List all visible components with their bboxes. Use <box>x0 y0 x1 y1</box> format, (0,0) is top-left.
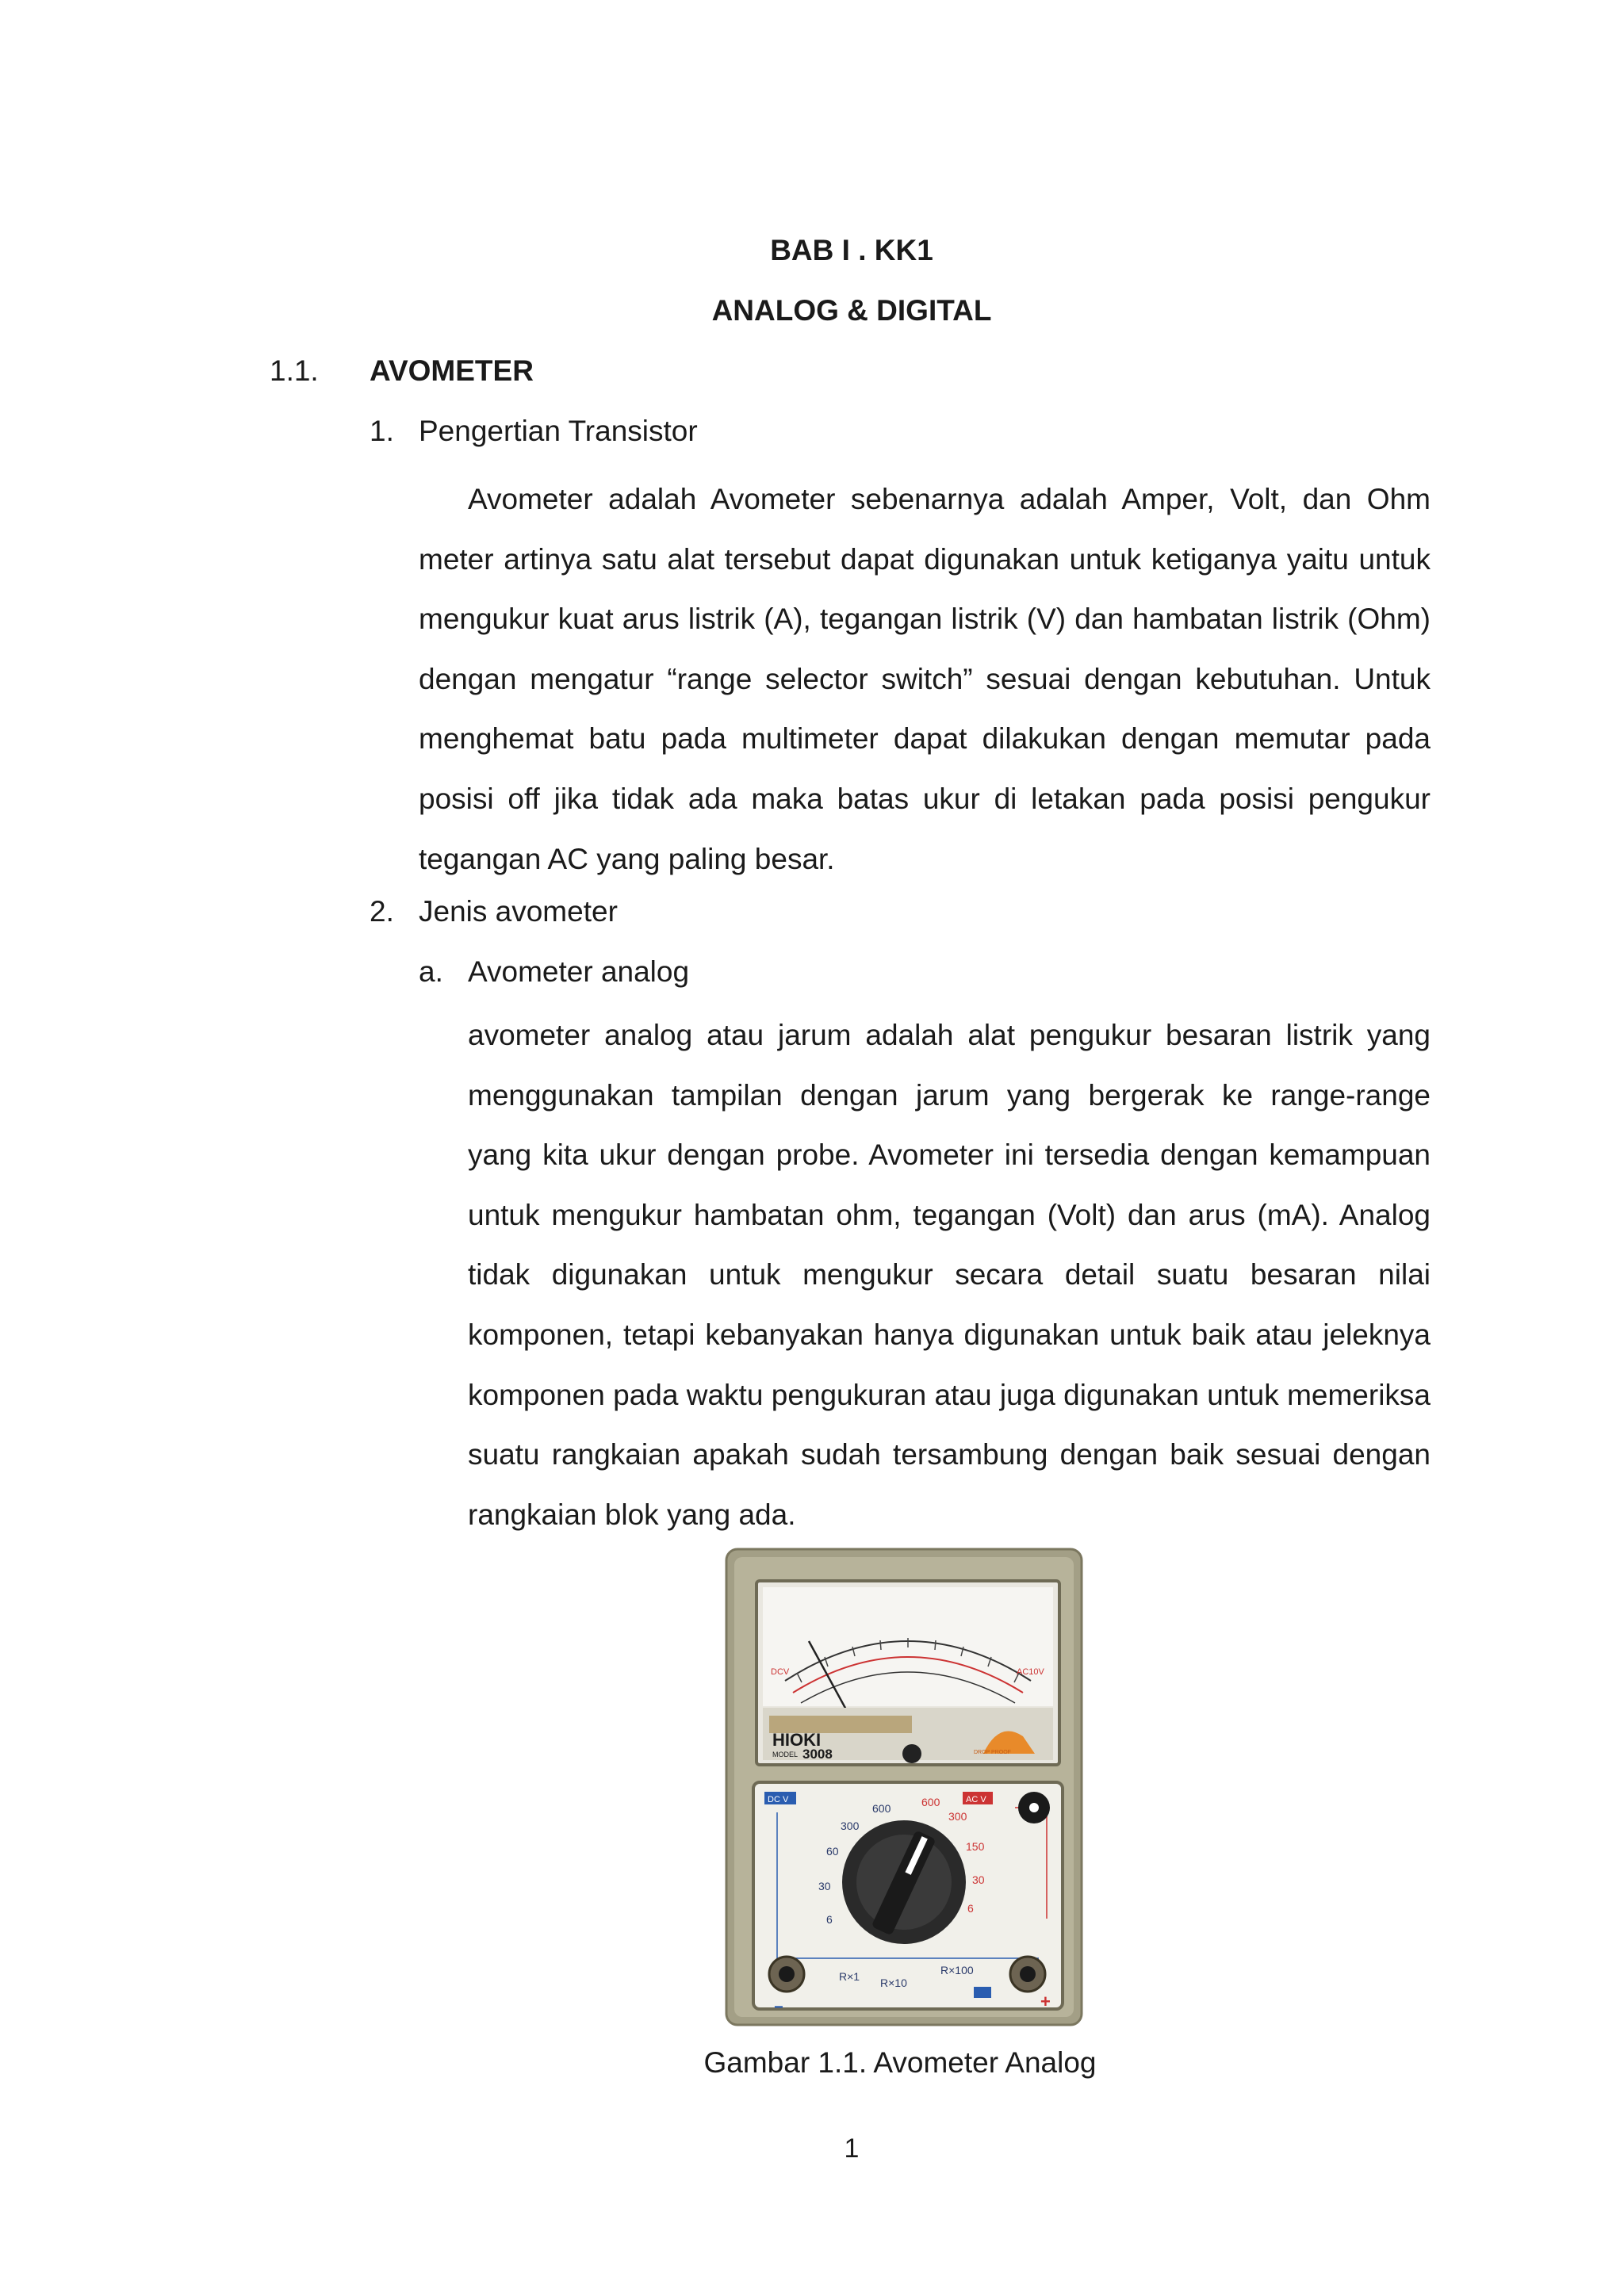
analog-multimeter-illustration <box>722 1546 1094 2030</box>
section-number: 1.1. <box>270 354 319 387</box>
avometer-figure <box>722 1546 1094 2030</box>
ohm-range-label: R×10 <box>880 1976 907 1989</box>
list-item-number: 1. <box>370 415 394 447</box>
acv-range-label: 150 <box>966 1840 985 1853</box>
ohm-range-label: R×1 <box>839 1970 860 1983</box>
dcv-range-label: 300 <box>841 1820 860 1832</box>
model-label: 3008 <box>802 1747 833 1762</box>
svg-text:+: + <box>1040 1992 1051 2011</box>
ohm-range-label: R×100 <box>940 1964 974 1976</box>
acv-range-label: 600 <box>921 1796 940 1808</box>
paragraph-definition: Avometer adalah Avometer sebenarnya adalah Amper, Volt, dan Ohm meter artinya satu alat tersebut dapat digunakan untuk ketiganya yaitu untuk mengukur kuat arus listrik (A), tegangan listrik (V) dan hambatan listrik (Ohm) dengan mengatur “range selector switch” sesuai dengan kebutuhan. Untuk menghemat batu pada multimeter dapat dilakukan dengan memutar pada posisi off jika tidak ada maka batas ukur di letakan pada posisi pengukur tegangan AC yang paling besar. <box>419 483 1431 875</box>
section-title: AVOMETER <box>370 354 534 387</box>
scale-left-label: DCV <box>771 1667 790 1677</box>
sublist-item-label: Avometer analog <box>468 955 690 988</box>
paragraph-analog-avometer: avometer analog atau jarum adalah alat pengukur besaran listrik yang menggunakan tampilan dengan jarum yang bergerak ke range-range yang kita ukur dengan probe. Avometer ini tersedia dengan kemampuan untuk mengukur hambatan ohm, tegangan (Volt) dan arus (mA). Analog tidak digunakan untuk mengukur secara detail suatu besaran nilai komponen, tetapi kebanyakan hanya digunakan untuk baik atau jeleknya komponen pada waktu pengukuran atau juga digunakan untuk memeriksa suatu rangkaian apakah sudah tersambung dengan baik sesuai dengan rangkaian blok yang ada. <box>468 1019 1431 1531</box>
acv-range-label: 300 <box>948 1810 967 1823</box>
model-prefix: MODEL <box>772 1751 799 1758</box>
page-number: 1 <box>844 2133 860 2164</box>
chapter-heading: BAB I . KK1 <box>770 234 933 266</box>
acv-range-label: 30 <box>972 1873 985 1886</box>
chapter-subtitle: ANALOG & DIGITAL <box>711 294 992 327</box>
dcv-range-label: 60 <box>826 1845 839 1858</box>
brand-label: HIOKI <box>772 1730 822 1750</box>
zero-adjust-knob <box>902 1744 921 1763</box>
sublist-item-letter: a. <box>419 955 443 988</box>
dcv-range-label: 6 <box>826 1913 833 1926</box>
acv-label: AC V <box>966 1795 986 1804</box>
acv-range-label: 6 <box>967 1902 974 1915</box>
scale-right-label: AC10V <box>1017 1667 1044 1677</box>
dcv-range-label: 600 <box>872 1802 891 1815</box>
list-item-number: 2. <box>370 895 394 928</box>
list-item-label: Jenis avometer <box>419 895 618 928</box>
svg-text:−: − <box>774 1999 783 2016</box>
list-item-label: Pengertian Transistor <box>419 415 698 447</box>
drop-proof-label: DROP PROOF <box>974 1750 1011 1755</box>
dcv-label: DC V <box>768 1795 789 1804</box>
figure-caption: Gambar 1.1. Avometer Analog <box>703 2046 1097 2079</box>
dcv-range-label: 30 <box>818 1880 831 1892</box>
